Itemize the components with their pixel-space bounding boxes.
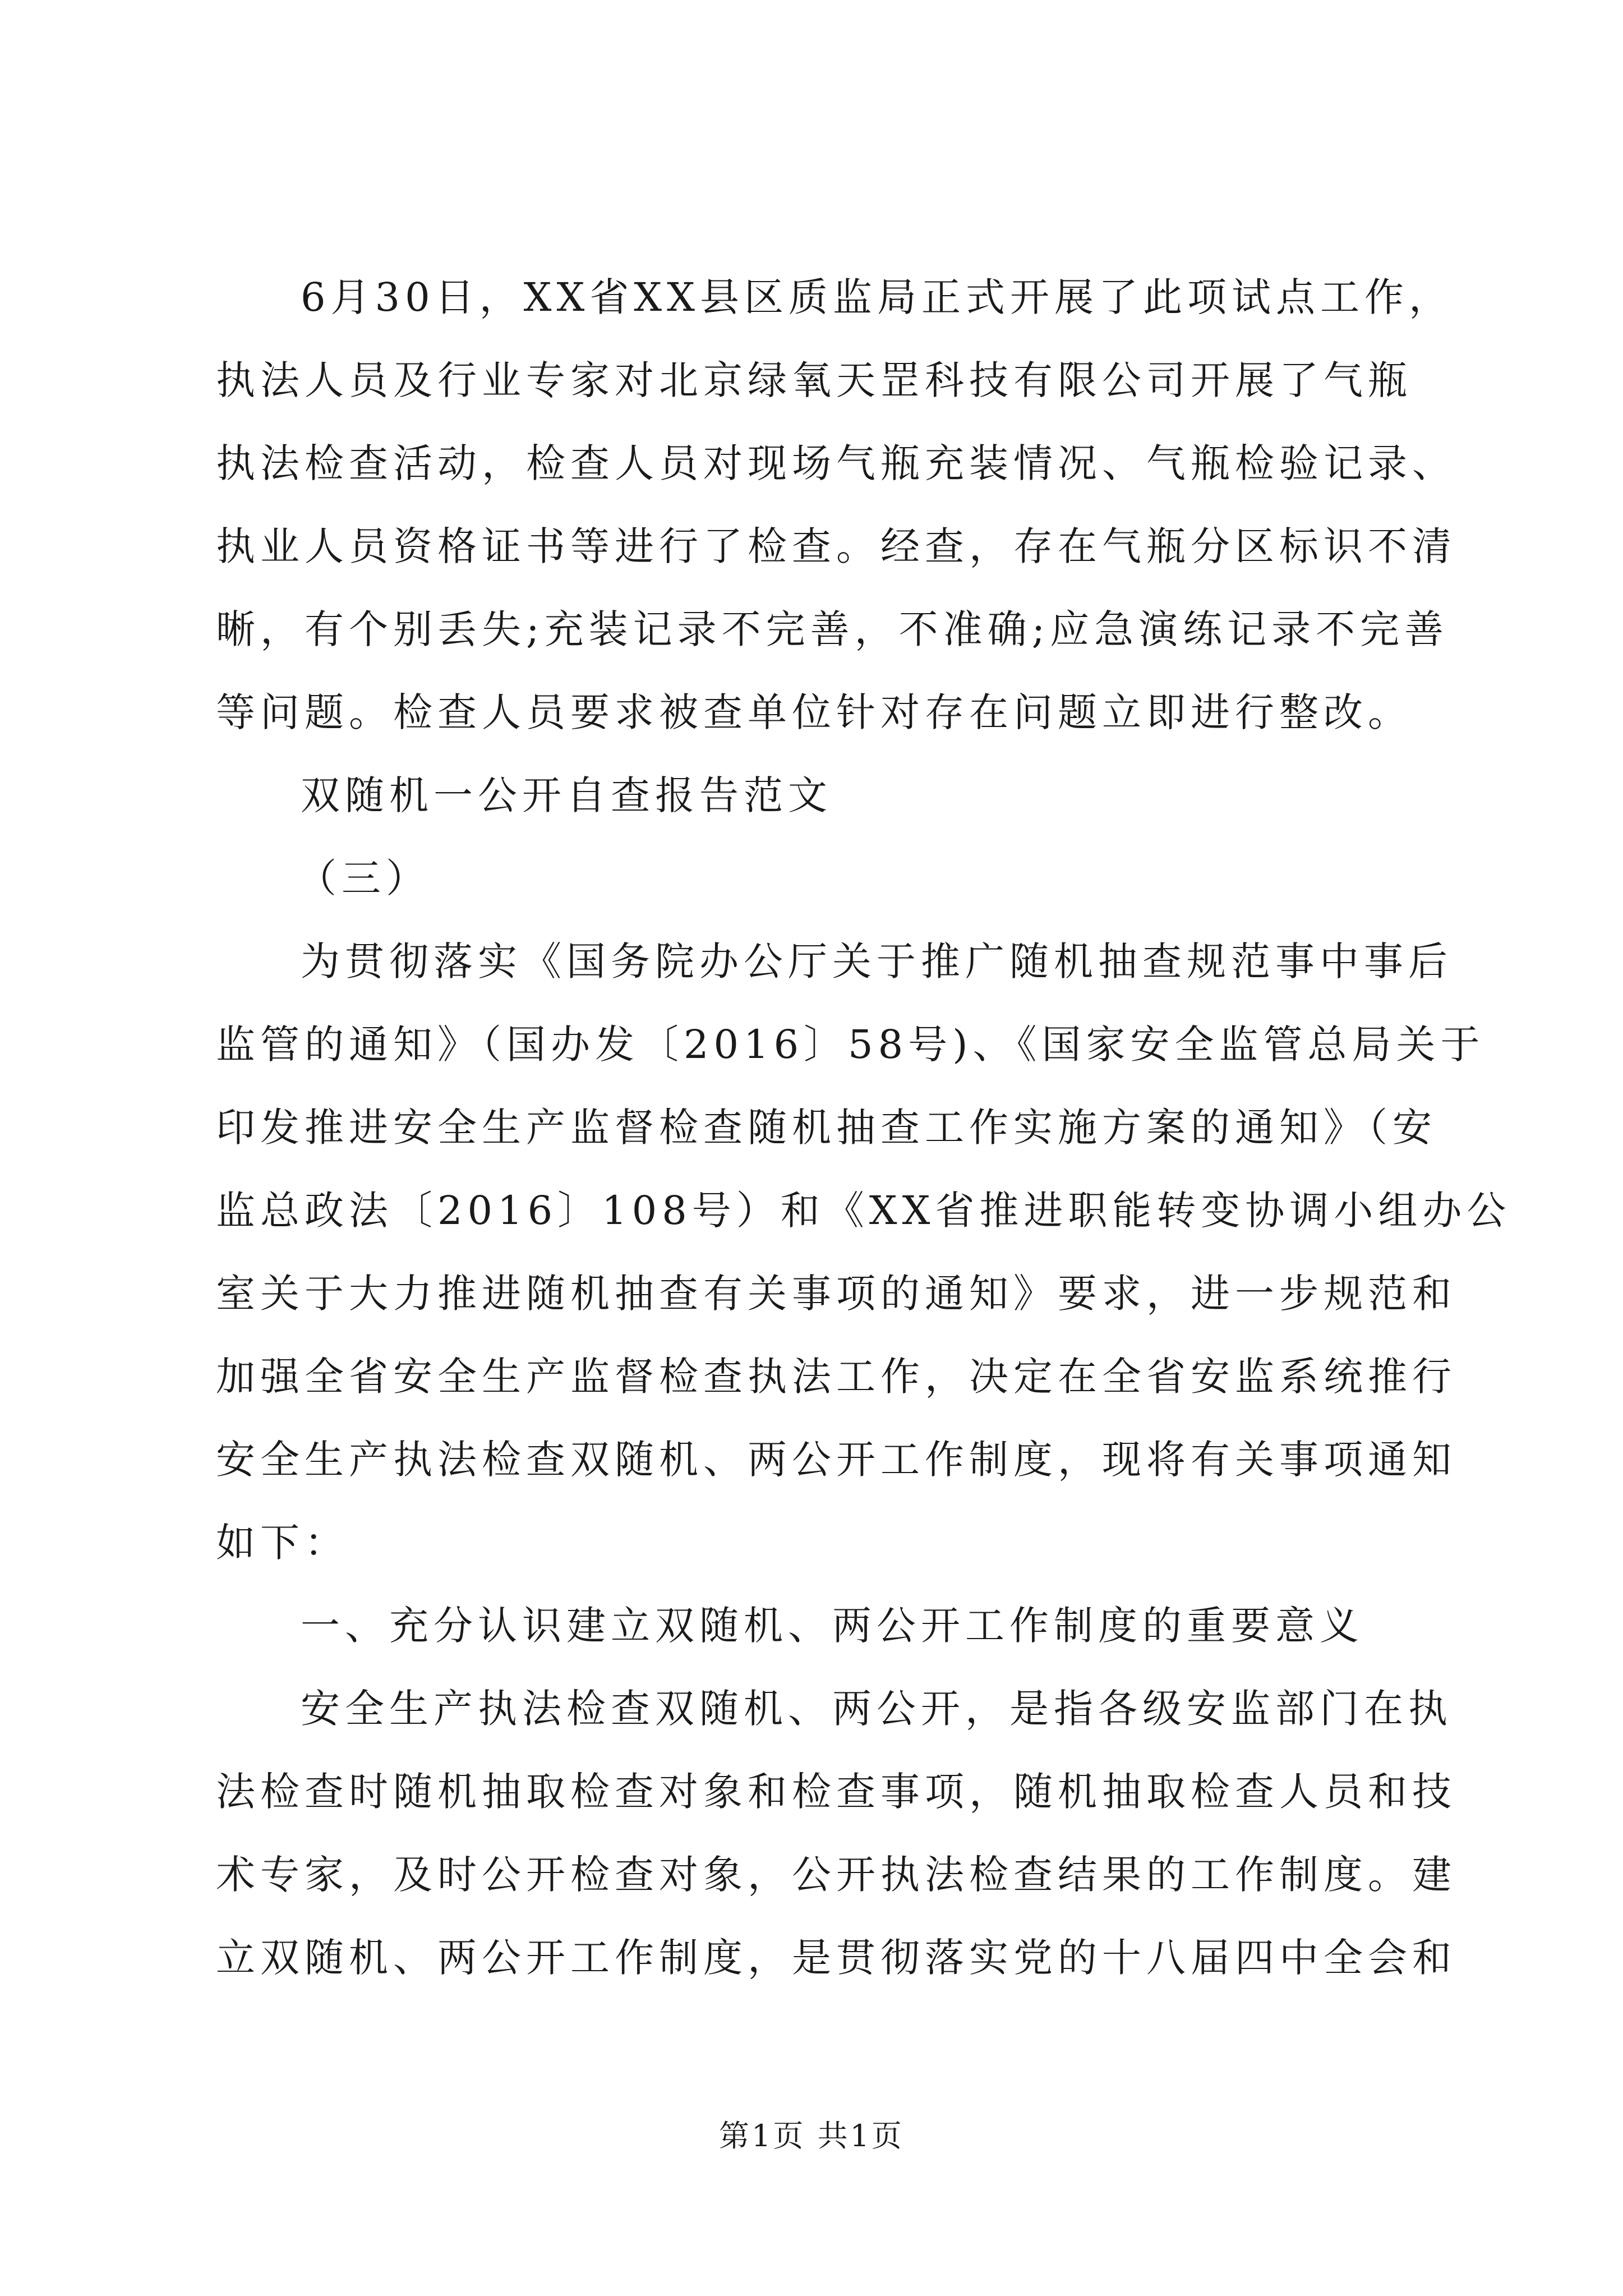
paragraph-line: 执法检查活动，检查人员对现场气瓶充装情况、气瓶检验记录、 xyxy=(216,440,1456,486)
paragraph-line: 6月30日，XX省XX县区质监局正式开展了此项试点工作， xyxy=(301,274,1453,320)
paragraph-line: 立双随机、两公开工作制度，是贯彻落实党的十八届四中全会和 xyxy=(216,1935,1456,1981)
paragraph-line: 晰，有个别丢失;充装记录不完善，不准确;应急演练记录不完善 xyxy=(216,606,1449,652)
paragraph-line: 法检查时随机抽取检查对象和检查事项，随机抽取检查人员和技 xyxy=(216,1769,1456,1815)
paragraph-line: 术专家，及时公开检查对象，公开执法检查结果的工作制度。建 xyxy=(216,1852,1456,1898)
paragraph-line: 加强全省安全生产监督检查执法工作，决定在全省安监系统推行 xyxy=(216,1354,1456,1400)
paragraph-line: 监总政法〔2016〕108号）和《XX省推进职能转变协调小组办公 xyxy=(216,1188,1511,1234)
section-title: 双随机一公开自查报告范文 xyxy=(301,772,832,818)
paragraph-line: 安全生产执法检查双随机、两公开工作制度，现将有关事项通知 xyxy=(216,1437,1456,1483)
paragraph-line: 为贯彻落实《国务院办公厅关于推广随机抽查规范事中事后 xyxy=(301,938,1453,984)
paragraph-line: 执法人员及行业专家对北京绿氧天罡科技有限公司开展了气瓶 xyxy=(216,357,1412,403)
section-number: （三） xyxy=(297,855,430,901)
page-footer: 第1页 共1页 xyxy=(719,2118,904,2154)
paragraph-line: 监管的通知》（国办发〔2016〕58号)、《国家安全监管总局关于 xyxy=(216,1022,1485,1068)
paragraph-line: 如下： xyxy=(216,1520,349,1566)
paragraph-line: 印发推进安全生产监督检查随机抽查工作实施方案的通知》（安 xyxy=(216,1105,1437,1151)
paragraph-line: 等问题。检查人员要求被查单位针对存在问题立即进行整改。 xyxy=(216,689,1412,735)
paragraph-line: 室关于大力推进随机抽查有关事项的通知》要求，进一步规范和 xyxy=(216,1271,1456,1317)
paragraph-line: 执业人员资格证书等进行了检查。经查，存在气瓶分区标识不清 xyxy=(216,523,1456,569)
paragraph-line: 安全生产执法检查双随机、两公开，是指各级安监部门在执 xyxy=(301,1686,1453,1732)
section-heading: 一、充分认识建立双随机、两公开工作制度的重要意义 xyxy=(301,1603,1364,1649)
